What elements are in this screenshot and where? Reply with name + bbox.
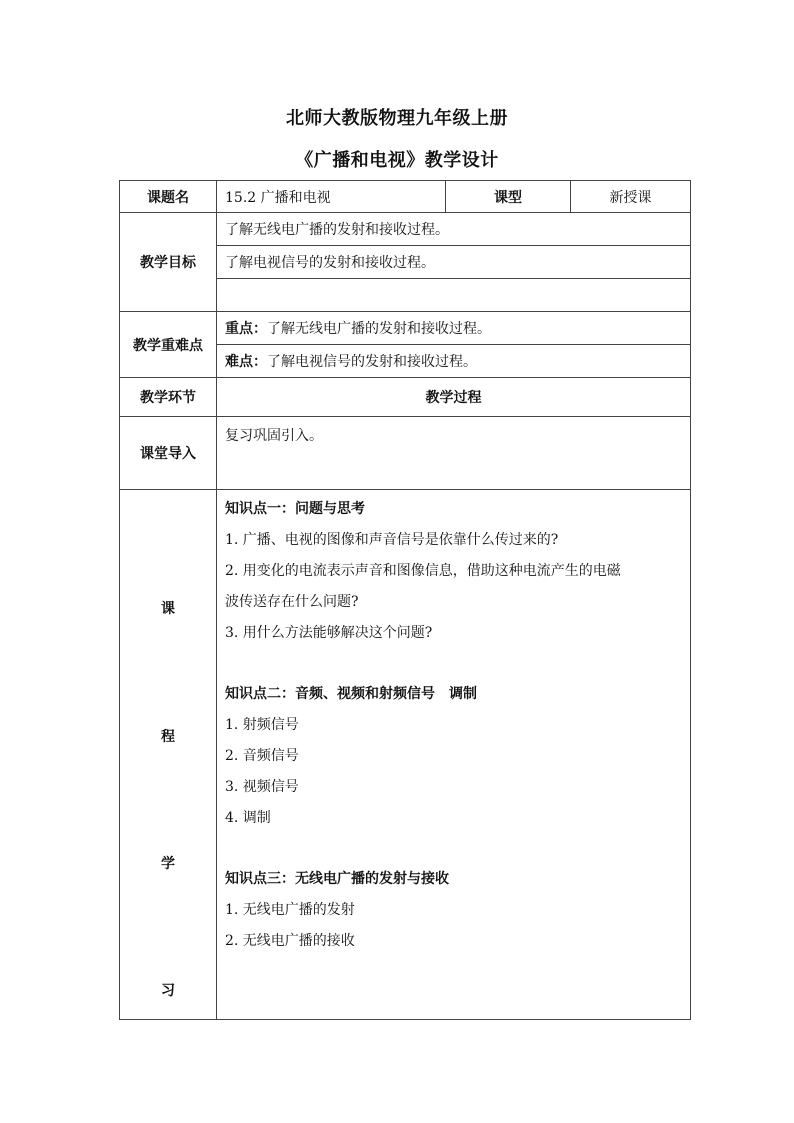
objective-row-1: [120, 213, 691, 246]
document-subtitle: 《广播和电视》教学设计: [295, 150, 499, 171]
key-point: [217, 312, 691, 345]
intro-row: [120, 417, 691, 490]
list-item: 1. 广播、电视的图像和声音信号是依靠什么传过来的?: [225, 532, 559, 548]
key-text: 了解无线电广播的发射和接收过程。: [267, 321, 491, 337]
objective-item: [217, 279, 691, 312]
keypoints-label: 教学重难点: [120, 312, 217, 378]
list-item: 4. 调制: [225, 810, 271, 826]
objectives-label: 教学目标: [120, 213, 217, 312]
list-item: 2. 无线电广播的接收: [225, 933, 355, 949]
study-label-char: 学: [161, 856, 175, 872]
list-item: 3. 视频信号: [225, 779, 299, 795]
list-item: 1. 射频信号: [225, 717, 299, 733]
study-label-char: 习: [161, 983, 175, 999]
topic-label: 课题名: [120, 181, 217, 213]
lesson-plan-table: [119, 180, 691, 1020]
knowledge-point-1-title: 知识点一：问题与思考: [225, 501, 365, 517]
topic-value: 15.2 广播和电视: [217, 181, 446, 213]
difficulty-point: [217, 345, 691, 378]
objective-item: 了解无线电广播的发射和接收过程。: [217, 213, 691, 246]
list-item: 2. 用变化的电流表示声音和图像信息，借助这种电流产生的电磁: [225, 563, 621, 579]
intro-content: [217, 417, 691, 490]
study-label-char: 程: [161, 729, 175, 745]
topic-row: [120, 181, 691, 213]
study-row: [120, 490, 691, 1020]
list-item: 波传送存在什么问题?: [225, 594, 359, 610]
keypoint-row: [120, 312, 691, 345]
spacer: [225, 649, 682, 679]
list-item: 3. 用什么方法能够解决这个问题?: [225, 625, 433, 641]
knowledge-point-2-title: 知识点二：音频、视频和射频信号 调制: [225, 686, 477, 702]
intro-label: 课堂导入: [120, 417, 217, 490]
process-header: 教学过程: [217, 378, 691, 417]
study-content: [217, 490, 691, 1020]
type-value: 新授课: [571, 181, 691, 213]
spacer: [225, 834, 682, 864]
list-item: 1. 无线电广播的发射: [225, 902, 355, 918]
difficulty-prefix: 难点：: [225, 354, 267, 370]
intro-text: 复习巩固引入。: [225, 428, 323, 444]
study-label-char: 课: [161, 601, 175, 617]
type-label: 课型: [446, 181, 571, 213]
section-header-row: [120, 378, 691, 417]
list-item: 2. 音频信号: [225, 748, 299, 764]
document-title: 北师大教版物理九年级上册: [286, 108, 508, 129]
difficulty-text: 了解电视信号的发射和接收过程。: [267, 354, 477, 370]
objective-item: 了解电视信号的发射和接收过程。: [217, 246, 691, 279]
key-prefix: 重点：: [225, 321, 267, 337]
stage-header: 教学环节: [120, 378, 217, 417]
knowledge-point-3-title: 知识点三：无线电广播的发射与接收: [225, 871, 449, 887]
study-label: [120, 490, 217, 1020]
